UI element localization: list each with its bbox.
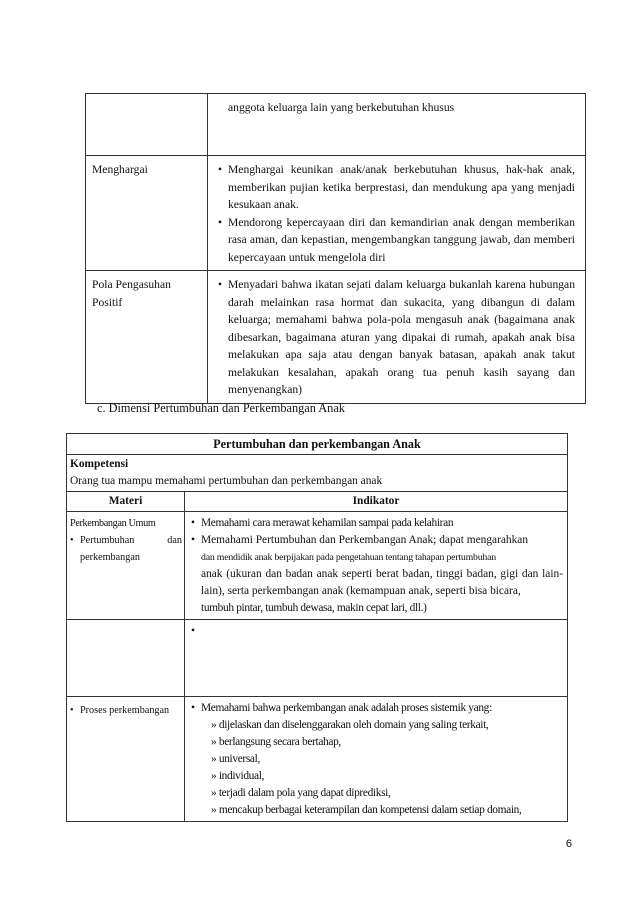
indikator-text: anak (ukuran dan badan anak seperti berat badan, tinggi badan, gigi dan lain-lain), serta perkembangan anak (kemampuan anak, seperti bisa bicara, [201,568,563,597]
table-title-row [67,434,568,455]
column-header-indikator: Indikator [185,492,568,512]
table-cell-label [86,94,208,156]
table-cell-content [208,271,586,404]
list-item: • Menghargai keunikan anak/anak berkebutuhan khusus, hak-hak anak, memberikan pujian ketika berprestasi, dan mendukung apa yang menjadi kesukaan anak. [218,161,575,214]
kompetensi-row [67,455,568,492]
list-item [191,700,563,819]
list-item: • Pertumbuhan dan perkembangan [70,532,182,566]
kompetensi-cell [67,455,568,492]
kompetensi-text: Orang tua mampu memahami pertumbuhan dan perkembangan anak [70,475,383,487]
table-row [67,512,568,620]
list-item: • Mendorong kepercayaan diri dan kemandirian anak dengan memberikan rasa aman, dan kepastian, mengembangkan tanggung jawab, dan memberi kepercayaan untuk mengelola diri [218,214,575,267]
table-header-row [67,492,568,512]
table-row [86,94,586,156]
indikator-cell [185,512,568,620]
materi-cell [67,697,185,822]
growth-development-table [66,433,568,822]
list-item [191,532,563,617]
materi-cell [67,620,185,697]
sub-item: » berlangsung secara bertahap, [211,736,341,748]
indikator-text: Memahami bahwa perkembangan anak adalah proses sistemik yang: [201,702,492,714]
sub-item: » terjadi dalam pola yang dapat diprediksi, [211,787,391,799]
table-row [67,620,568,697]
indikator-cell [185,620,568,697]
kompetensi-label: Kompetensi [70,458,129,470]
list-item: • Memahami cara merawat kehamilan sampai pada kelahiran [191,515,563,532]
sub-item: » dijelaskan dan diselenggarakan oleh domain yang saling terkait, [211,719,489,731]
table-row [86,156,586,271]
sub-item: » mencakup berbagai keterampilan dan kompetensi dalam setiap domain, [211,804,522,816]
list-item: • Menyadari bahwa ikatan sejati dalam keluarga bukanlah karena hubungan darah melainkan rasa hormat dan sukacita, yang dibangun di dalam keluarga; memahami bahwa pola-pola mengasuh anak (bagaimana anak dibesarkan, bagaimana aturan yang dipakai di rumah, apakah anak bisa melakukan apa saja atau dengan banyak batasan, apakah anak takut melakukan kesalahan, apakah orang tua penuh kasih sayang dan menyenangkan) [218,276,575,399]
sub-item: » individual, [211,770,265,782]
table-row [86,271,586,404]
table-cell-content [208,94,586,156]
continuation-text: anggota keluarga lain yang berkebutuhan khusus [228,101,455,114]
table-cell-content [208,156,586,271]
indikator-text: dan mendidik anak berpijakan pada pengetahuan tentang tahapan pertumbuhan [201,552,496,563]
materi-cell [67,512,185,620]
table-cell-label: Menghargai [86,156,208,271]
list-item: • Proses perkembangan [70,702,182,719]
indikator-text: tumbuh pintar, tumbuh dewasa, makin cepat lari, dll.) [201,602,427,614]
sub-item: » universal, [211,753,260,765]
indikator-sublist [201,717,563,819]
values-table [85,93,586,404]
materi-heading: Perkembangan Umum [70,518,156,529]
table-cell-label: Pola Pengasuhan Positif [86,271,208,404]
indikator-cell [185,697,568,822]
page-number: 6 [565,838,572,850]
table-title: Pertumbuhan dan perkembangan Anak [67,434,568,455]
section-heading: c. Dimensi Pertumbuhan dan Perkembangan Anak [97,401,345,415]
column-header-materi: Materi [67,492,185,512]
indikator-text: Memahami Pertumbuhan dan Perkembangan Anak; dapat mengarahkan [201,534,529,546]
table-row [67,697,568,822]
